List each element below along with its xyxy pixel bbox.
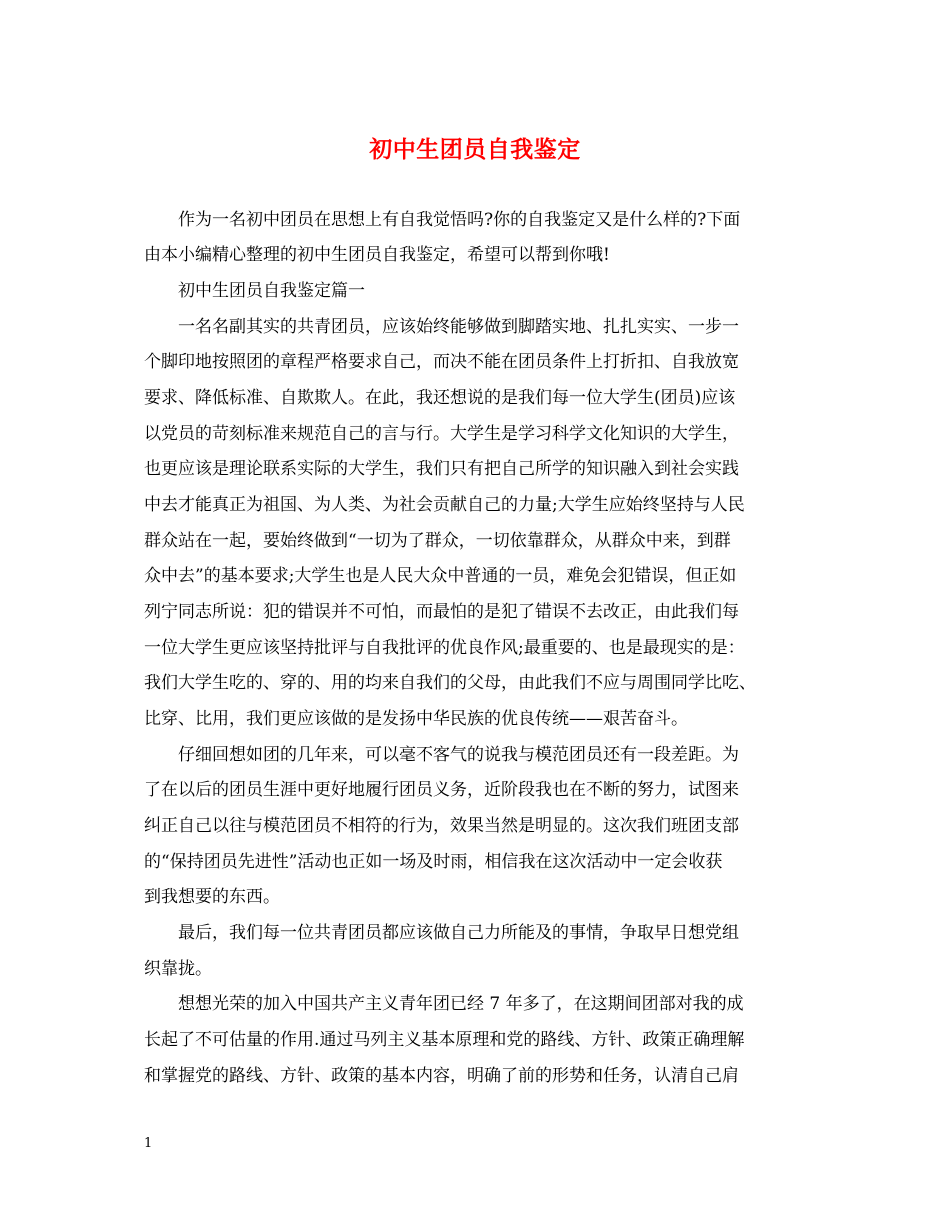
paragraph-line: 长起了不可估量的作用.通过马列主义基本原理和党的路线、方针、政策正确理解 — [144, 1030, 745, 1050]
paragraph-line: 的“保持团员先进性”活动也正如一场及时雨，相信我在这次活动中一定会收获 — [144, 852, 723, 872]
paragraph-line: 由本小编精心整理的初中生团员自我鉴定，希望可以帮到你哦! — [144, 245, 610, 265]
paragraph-line: 作为一名初中团员在思想上有自我觉悟吗?你的自我鉴定又是什么样的?下面 — [178, 210, 741, 230]
paragraph-line: 要求、降低标准、自欺欺人。在此，我还想说的是我们每一位大学生(团员)应该 — [144, 388, 736, 408]
paragraph-line: 群众站在一起，要始终做到“一切为了群众，一切依靠群众，从群众中来，到群 — [144, 531, 731, 551]
paragraph-line: 中去才能真正为祖国、为人类、为社会贡献自己的力量;大学生应始终坚持与人民 — [144, 495, 745, 515]
paragraph-line: 我们大学生吃的、穿的、用的均来自我们的父母，由此我们不应与周围同学比吃、 — [144, 673, 756, 693]
paragraph-line: 仔细回想如团的几年来，可以毫不客气的说我与模范团员还有一段差距。为 — [178, 745, 739, 765]
paragraph-line: 比穿、比用，我们更应该做的是发扬中华民族的优良传统——艰苦奋斗。 — [144, 709, 688, 729]
paragraph-line: 一名名副其实的共青团员，应该始终能够做到脚踏实地、扎扎实实、一步一 — [178, 317, 739, 337]
paragraph-line: 织靠拢。 — [144, 959, 212, 979]
section-heading: 初中生团员自我鉴定篇一 — [178, 281, 365, 301]
paragraph-line: 以党员的苛刻标准来规范自己的言与行。大学生是学习科学文化知识的大学生， — [144, 424, 739, 444]
paragraph-line: 一位大学生更应该坚持批评与自我批评的优良作风;最重要的、也是最现实的是： — [144, 638, 745, 658]
document-title: 初中生团员自我鉴定 — [369, 136, 581, 163]
paragraph-line: 列宁同志所说：犯的错误并不可怕，而最怕的是犯了错误不去改正，由此我们每 — [144, 602, 739, 622]
paragraph-line: 众中去”的基本要求;大学生也是人民大众中普通的一员，难免会犯错误，但正如 — [144, 566, 737, 586]
paragraph-line: 纠正自己以往与模范团员不相符的行为，效果当然是明显的。这次我们班团支部 — [144, 816, 739, 836]
paragraph-line: 最后，我们每一位共青团员都应该做自己力所能及的事情，争取早日想党组 — [178, 923, 739, 943]
paragraph-line: 个脚印地按照团的章程严格要求自己，而决不能在团员条件上打折扣、自我放宽 — [144, 352, 739, 372]
paragraph-line: 想想光荣的加入中国共产主义青年团已经 7 年多了，在这期间团部对我的成 — [178, 994, 744, 1014]
paragraph-line: 了在以后的团员生涯中更好地履行团员义务，近阶段我也在不断的努力，试图来 — [144, 780, 739, 800]
paragraph-line: 也更应该是理论联系实际的大学生，我们只有把自己所学的知识融入到社会实践 — [144, 459, 739, 479]
page-number: 1 — [144, 1136, 153, 1151]
paragraph-line: 到我想要的东西。 — [144, 887, 280, 907]
paragraph-line: 和掌握党的路线、方针、政策的基本内容，明确了前的形势和任务，认清自己肩 — [144, 1066, 739, 1086]
